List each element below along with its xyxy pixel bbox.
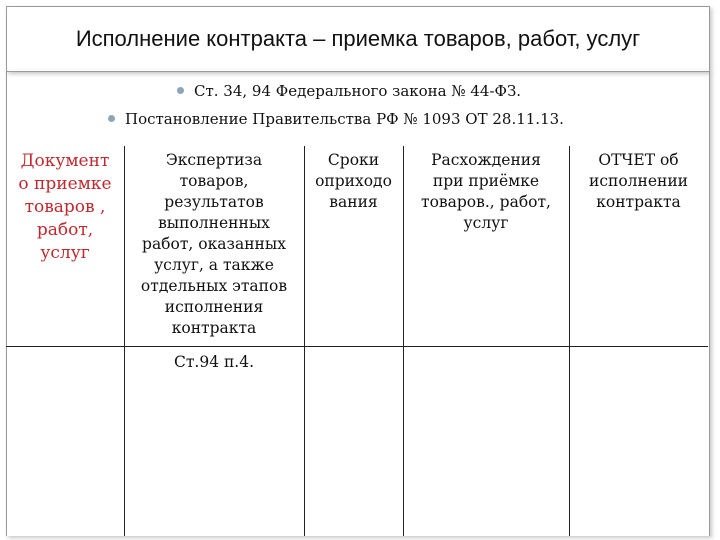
header-expertise [124,150,304,339]
header-line: результатов [164,193,264,211]
header-line: Сроки [327,151,380,169]
slide-title: Исполнение контракта – приемка товаров, работ, услуг [75,26,641,51]
header-line: Расхождения [431,151,541,169]
header-line: исполнении [588,172,689,190]
document-label-line: Документ [20,151,110,171]
header-line: оприходо [315,172,392,190]
header-line: контракта [171,319,257,337]
header-line: Экспертиза [165,151,263,169]
header-discrepancies [403,150,569,234]
header-line: при приёмке [432,172,540,190]
table-row-divider [124,346,708,347]
document-label-line: работ, [36,220,94,240]
header-line: услуг [463,214,509,232]
article-reference-cell: Ст.94 п.4. [173,353,255,371]
document-label-line: товаров , [24,197,106,217]
header-line: отдельных этапов [140,277,288,295]
header-line: контракта [596,193,681,211]
header-line: услуг, а также [154,256,274,274]
header-line: выполненных [158,214,270,232]
bullet-law-reference [177,82,521,100]
header-deadlines [304,150,403,213]
table-row-divider [6,346,124,347]
header-line: исполнения [164,298,264,316]
header-line: товаров., работ, [421,193,551,211]
header-line: работ, оказанных [142,235,286,253]
bullet-dot-icon [177,87,184,94]
bullet-text: Ст. 34, 94 Федерального закона № 44-ФЗ. [194,82,522,100]
document-label-line: услуг [40,243,90,263]
header-line: товаров, [179,172,249,190]
bullet-dot-icon [108,115,115,122]
content-frame [6,70,710,536]
bullet-government-decree [108,110,564,128]
header-line: вания [329,193,378,211]
title-box [6,6,710,72]
bullet-text: Постановление Правительства РФ № 1093 ОТ 28.11.13. [125,110,564,128]
header-line: ОТЧЕТ об [598,151,679,169]
document-label [6,150,124,265]
document-label-line: о приемке [18,174,112,194]
header-report [569,150,708,213]
